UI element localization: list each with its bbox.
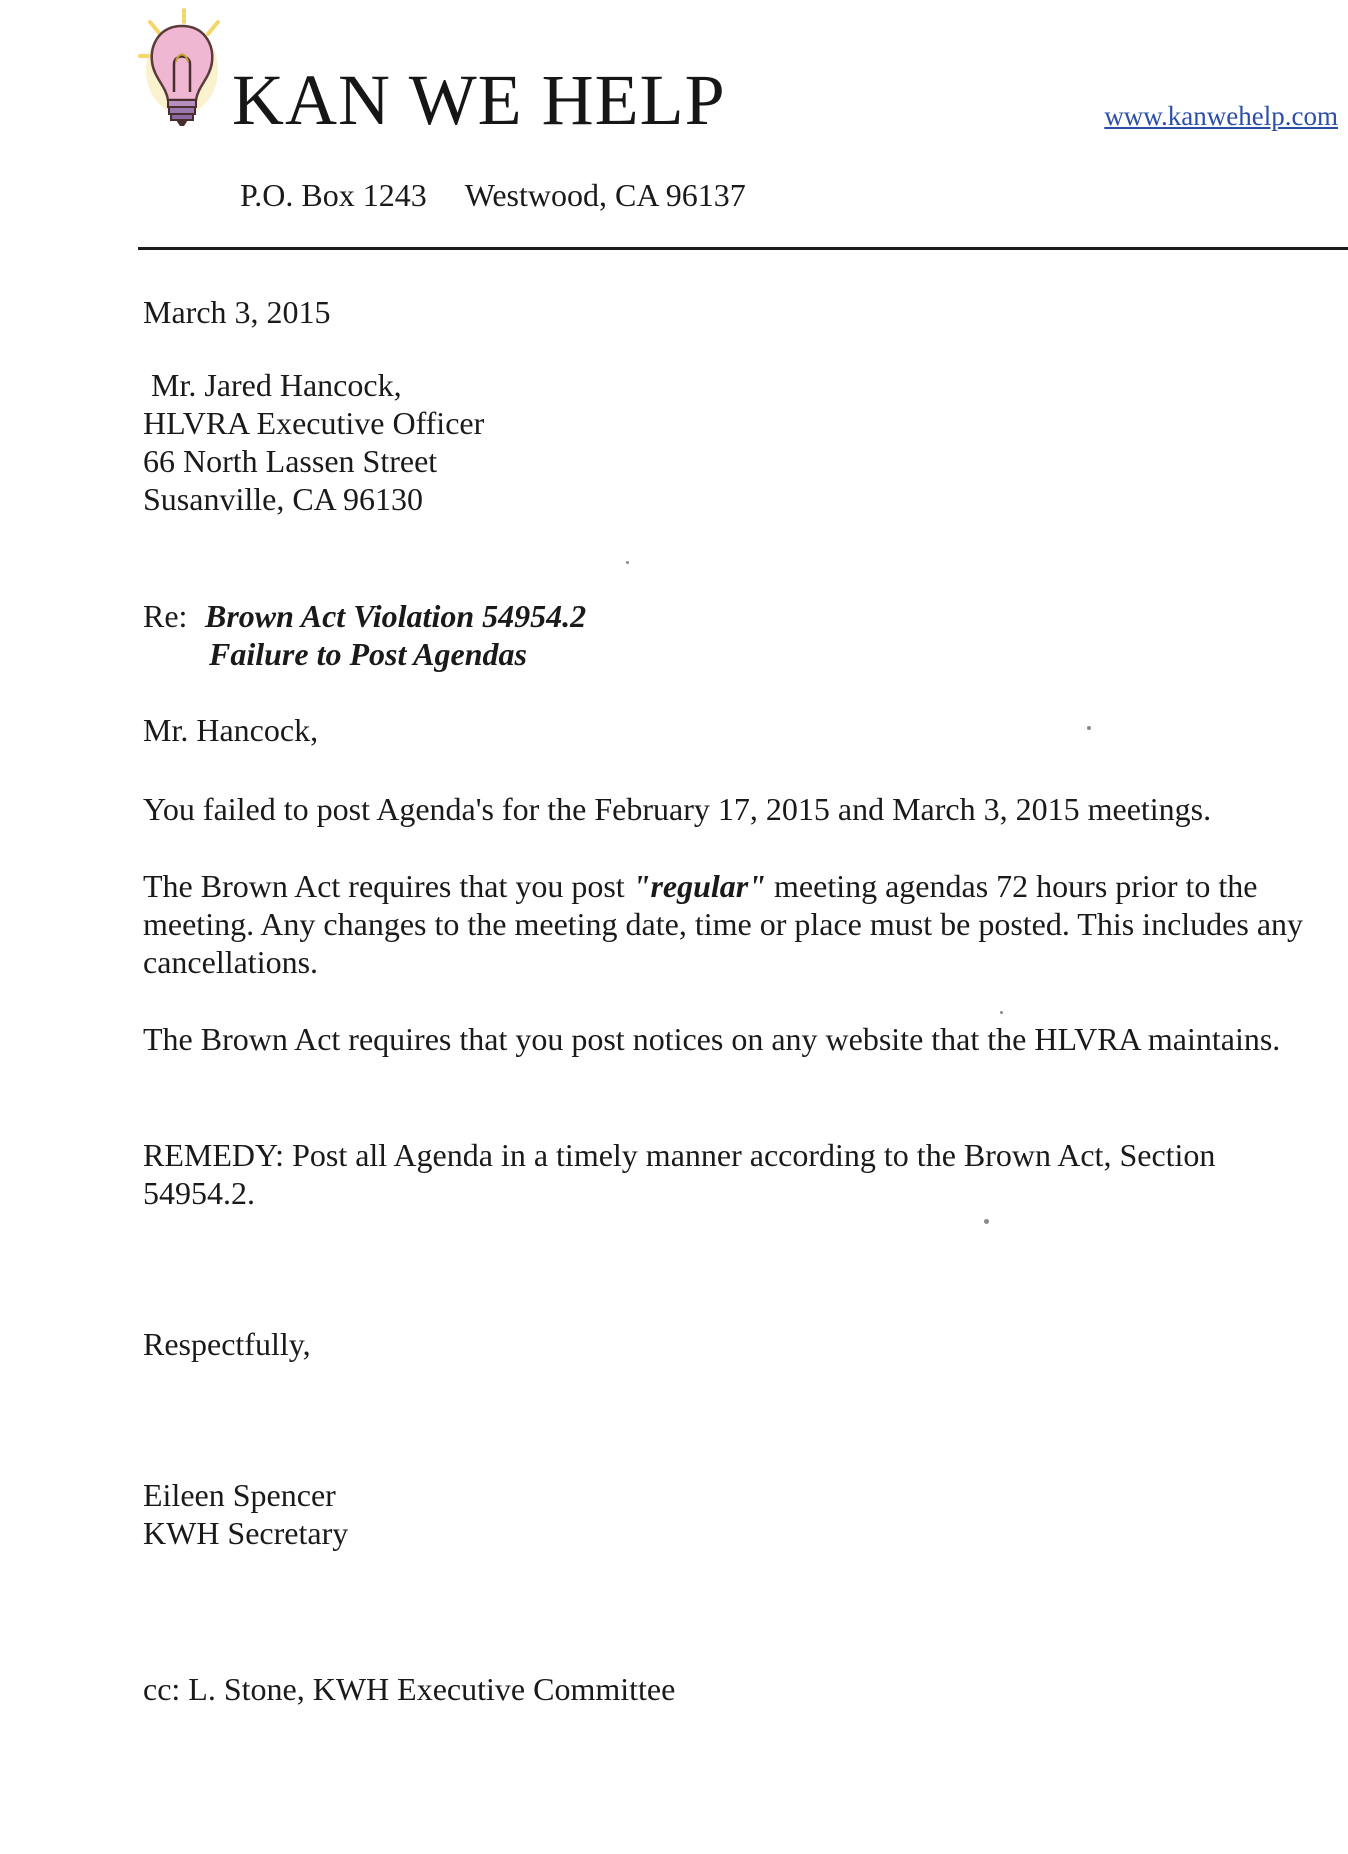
paragraph-2-emphasis: "regular" — [632, 868, 767, 904]
website-link[interactable]: www.kanwehelp.com — [1104, 101, 1338, 131]
scan-speck — [984, 1219, 989, 1224]
letter-date: March 3, 2015 — [143, 294, 331, 330]
body-paragraph-1: You failed to post Agenda's for the February 17, 2015 and March 3, 2015 meetings. — [143, 791, 1212, 827]
subject-block — [143, 597, 586, 673]
signer-name: Eileen Spencer — [143, 1477, 336, 1513]
recipient-address-block — [143, 366, 484, 518]
recipient-name: Mr. Jared Hancock, — [151, 367, 402, 403]
recipient-street: 66 North Lassen Street — [143, 443, 438, 479]
scan-speck — [1087, 726, 1091, 730]
closing: Respectfully, — [143, 1326, 311, 1362]
recipient-city: Susanville, CA 96130 — [143, 481, 424, 517]
subject-line-2: Failure to Post Agendas — [209, 636, 527, 672]
lightbulb-icon — [138, 8, 230, 130]
subject-label: Re: — [143, 598, 188, 634]
organization-name: KAN WE HELP — [232, 60, 726, 140]
recipient-title: HLVRA Executive Officer — [143, 405, 485, 441]
letterhead-address — [240, 176, 746, 214]
signature-block — [143, 1476, 348, 1552]
scan-speck — [626, 561, 629, 564]
salutation: Mr. Hancock, — [143, 712, 319, 748]
paragraph-2-end: meeting agendas 72 hours prior to the meeting. Any changes to the meeting date, time or place must be posted. This includes any cancellations. — [143, 868, 1304, 980]
city-state-zip: Westwood, CA 96137 — [464, 177, 746, 213]
letterhead-divider — [138, 247, 1348, 250]
body-paragraph-2 — [143, 867, 1333, 981]
body-paragraph-3: The Brown Act requires that you post notices on any website that the HLVRA maintains. — [143, 1021, 1281, 1057]
paragraph-2-start: The Brown Act requires that you post — [143, 868, 633, 904]
scan-speck — [1000, 1011, 1003, 1014]
remedy-paragraph: REMEDY: Post all Agenda in a timely manner according to the Brown Act, Section 54954.2. — [143, 1137, 1216, 1211]
cc-line: cc: L. Stone, KWH Executive Committee — [143, 1671, 676, 1707]
subject-line-1: Brown Act Violation 54954.2 — [205, 598, 587, 634]
signer-title: KWH Secretary — [143, 1515, 349, 1551]
po-box: P.O. Box 1243 — [240, 177, 427, 213]
